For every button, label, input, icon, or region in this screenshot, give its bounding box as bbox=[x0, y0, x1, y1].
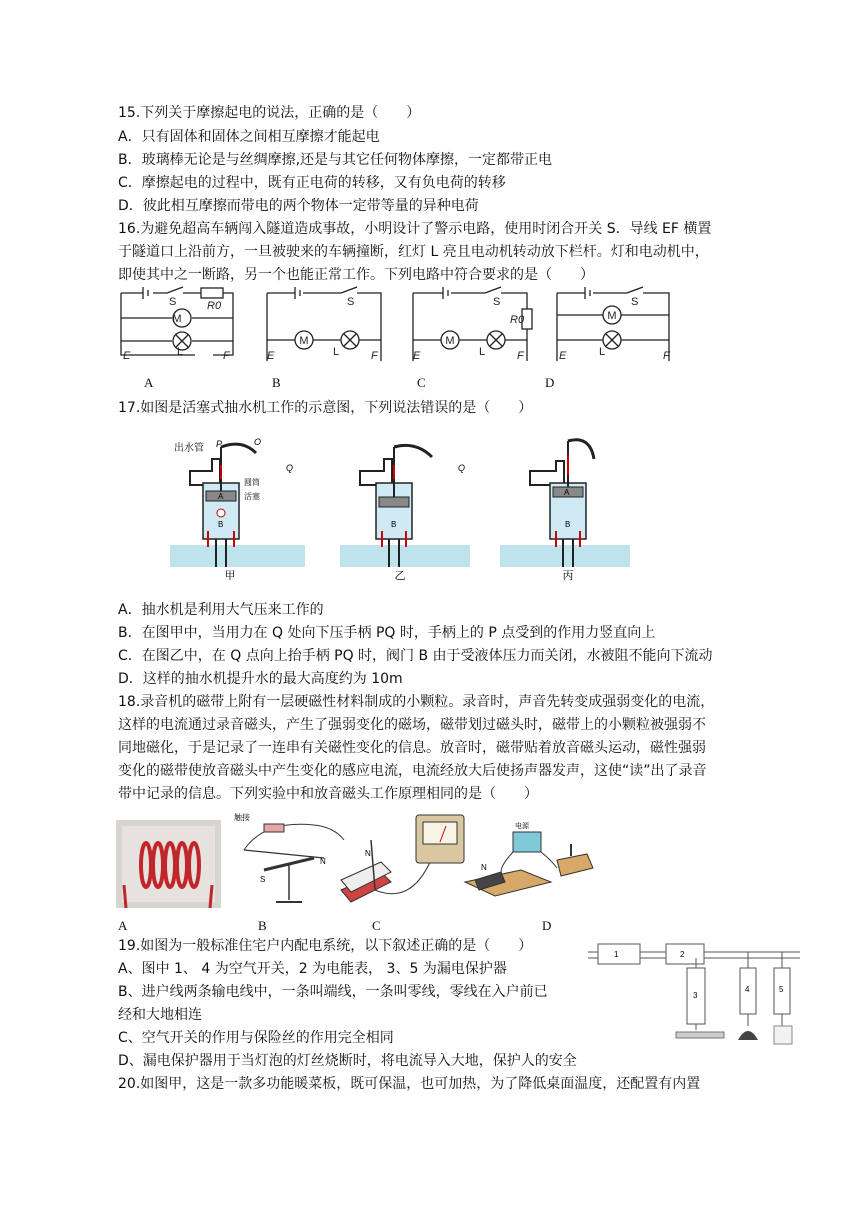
q16-stem-line3: 即使其中之一断路，另一个也能正常工作。下列电路中符合要求的是（ ） bbox=[118, 267, 594, 283]
caption-jia: 甲 bbox=[224, 570, 236, 582]
e-label-b: E bbox=[267, 350, 275, 362]
switch-label-c: S bbox=[493, 296, 501, 308]
power-label: 电源 bbox=[515, 823, 529, 830]
n-label-d: N bbox=[481, 863, 487, 872]
box-label-4: 4 bbox=[745, 985, 750, 994]
cylinder-label: 圆筒 bbox=[244, 478, 260, 487]
switch-label-d: S bbox=[631, 296, 639, 308]
q18-stem-line4: 变化的磁带使放音磁头中产生变化的感应电流，电流经放大后使扬声器发声，这使“读”出了录音 bbox=[118, 763, 707, 779]
q16-choice-b: B bbox=[272, 375, 281, 390]
circuit-d bbox=[557, 287, 669, 361]
q19-line-c: C、空气开关的作用与保险丝的作用完全相同 bbox=[118, 1030, 394, 1046]
valve-b-label-jia: B bbox=[218, 520, 224, 529]
valve-b-label-yi: B bbox=[391, 520, 397, 529]
q19-line-b2: 经和大地相连 bbox=[118, 1007, 202, 1023]
switch-label-a: S bbox=[169, 296, 177, 308]
q19-distribution-figure bbox=[588, 940, 803, 1050]
lamp-label-c: L bbox=[479, 346, 486, 358]
q15-option-c: C．摩擦起电的过程中，既有正电荷的转移，又有负电荷的转移 bbox=[118, 175, 506, 191]
lamp-image bbox=[738, 1031, 758, 1040]
pump-diagram-jia bbox=[170, 437, 305, 567]
q19-line-b1: B、进户线两条输电线中，一条叫端线，一条叫零线，零线在入户前已 bbox=[118, 984, 548, 1000]
oersted-experiment bbox=[234, 812, 344, 902]
switch-label-b: S bbox=[347, 296, 355, 308]
q18-stem-line1: 18.录音机的磁带上附有一层硬磁性材料制成的小颗粒。录音时，声音先转变成强弱变化的电流， bbox=[118, 694, 715, 710]
air-conditioner-image bbox=[676, 1032, 724, 1038]
motor-label-c: M bbox=[445, 335, 455, 347]
e-label-d: E bbox=[559, 350, 567, 362]
box-label-5: 5 bbox=[779, 985, 784, 994]
q19-line-a: A、图中 1、 4 为空气开关，2 为电能表， 3、5 为漏电保护器 bbox=[118, 961, 507, 977]
q15-stem: 15.下列关于摩擦起电的说法，正确的是（ ） bbox=[118, 105, 421, 121]
piston-label: 活塞 bbox=[244, 492, 260, 501]
q15-option-d: D．彼此相互摩擦而带电的两个物体一定带等量的异种电荷 bbox=[118, 198, 479, 214]
coil-photo bbox=[116, 820, 221, 908]
q18-choice-b: B bbox=[258, 918, 267, 933]
lamp-label-a: L bbox=[177, 346, 184, 358]
caption-yi: 乙 bbox=[394, 570, 406, 582]
n-label-c: N bbox=[365, 849, 371, 858]
motor-label-b: M bbox=[299, 335, 309, 347]
touch-label: 触接 bbox=[234, 813, 250, 822]
q18-choice-d: D bbox=[542, 918, 552, 933]
q19-stem: 19.如图为一般标准住宅户内配电系统，以下叙述正确的是（ ） bbox=[118, 938, 533, 954]
e-label-a: E bbox=[123, 350, 131, 362]
p-label-jia: P bbox=[216, 439, 223, 449]
circuit-b bbox=[267, 287, 381, 361]
box-label-3: 3 bbox=[693, 991, 698, 1000]
q16-stem-line1: 16.为避免超高车辆闯入隧道造成事故，小明设计了警示电路，使用时闭合开关 S．导线 EF 横置 bbox=[118, 221, 712, 237]
valve-b-label-bing: B bbox=[565, 520, 571, 529]
lamp-label-b: L bbox=[333, 346, 340, 358]
q-label-jia: Q bbox=[286, 463, 294, 473]
q17-stem: 17.如图是活塞式抽水机工作的示意图，下列说法错误的是（ ） bbox=[118, 400, 533, 416]
f-label-c: F bbox=[517, 350, 524, 362]
box-label-2: 2 bbox=[680, 950, 685, 959]
motor-label-d: M bbox=[607, 310, 617, 322]
induction-galvanometer bbox=[341, 815, 464, 902]
q18-stem-line3: 同地磁化，于是记录了一连串有关磁性变化的信息。放音时，磁带贴着放音磁头运动，磁性强弱 bbox=[118, 740, 706, 756]
pump-diagram-bing bbox=[500, 440, 630, 567]
valve-a-label-bing: A bbox=[564, 488, 570, 497]
f-label-b: F bbox=[371, 350, 378, 362]
q-label-yi: Q bbox=[458, 463, 466, 473]
q18-choice-c: C bbox=[372, 918, 381, 933]
q18-choice-a: A bbox=[118, 918, 128, 933]
n-label-b: N bbox=[320, 857, 326, 866]
outlet-label: 出水管 bbox=[174, 443, 204, 454]
r0-label-c: R0 bbox=[510, 314, 525, 326]
motor-experiment bbox=[465, 821, 593, 896]
q19-line-d: D、漏电保护器用于当灯泡的灯丝烧断时，将电流导入大地，保护人的安全 bbox=[118, 1053, 577, 1069]
q18-experiments-figure bbox=[116, 810, 616, 910]
motor-label-a: M bbox=[172, 313, 182, 325]
q17-option-a: A．抽水机是利用大气压来工作的 bbox=[118, 602, 324, 618]
box-label-1: 1 bbox=[614, 950, 619, 959]
valve-a-label-jia: A bbox=[218, 492, 224, 501]
pump-diagram-yi bbox=[340, 445, 470, 567]
q15-option-b: B．玻璃棒无论是与丝绸摩擦,还是与其它任何物体摩擦，一定都带正电 bbox=[118, 152, 553, 168]
q17-option-b: B．在图甲中，当用力在 Q 处向下压手柄 PQ 时，手柄上的 P 点受到的作用力竖直向上 bbox=[118, 625, 656, 641]
q16-choice-a: A bbox=[144, 375, 154, 390]
q17-option-d: D．这样的抽水机提升水的最大高度约为 10m bbox=[118, 671, 403, 687]
q18-stem-line2: 这样的电流通过录音磁头，产生了强弱变化的磁场，磁带划过磁头时，磁带上的小颗粒被强弱不 bbox=[118, 717, 706, 733]
f-label-a: F bbox=[223, 350, 230, 362]
q16-circuits-figure bbox=[115, 285, 685, 365]
q15-option-a: A．只有固体和固体之间相互摩擦才能起电 bbox=[118, 129, 380, 145]
f-label-d: F bbox=[663, 350, 670, 362]
socket-image bbox=[774, 1026, 792, 1044]
q20-stem: 20.如图甲，这是一款多功能暖菜板，既可保温，也可加热，为了降低桌面温度，还配置有内置 bbox=[118, 1076, 701, 1092]
q16-choice-d: D bbox=[545, 375, 555, 390]
q17-pump-figure bbox=[170, 435, 630, 585]
caption-bing: 丙 bbox=[562, 570, 574, 582]
e-label-c: E bbox=[413, 350, 421, 362]
r0-label-a: R0 bbox=[207, 300, 222, 312]
q18-stem-line5: 带中记录的信息。下列实验中和放音磁头工作原理相同的是（ ） bbox=[118, 786, 538, 802]
q17-option-c: C．在图乙中，在 Q 点向上抬手柄 PQ 时，阀门 B 由于受液体压力而关闭，水被阻不能向下流动 bbox=[118, 648, 713, 664]
lamp-label-d: L bbox=[599, 346, 606, 358]
o-label-jia: O bbox=[254, 437, 262, 447]
s-label-b: S bbox=[260, 875, 266, 884]
q16-choice-c: C bbox=[417, 375, 426, 390]
q16-stem-line2: 于隧道口上沿前方，一旦被驶来的车辆撞断，红灯 L 亮且电动机转动放下栏杆。灯和电动机中， bbox=[118, 244, 709, 260]
